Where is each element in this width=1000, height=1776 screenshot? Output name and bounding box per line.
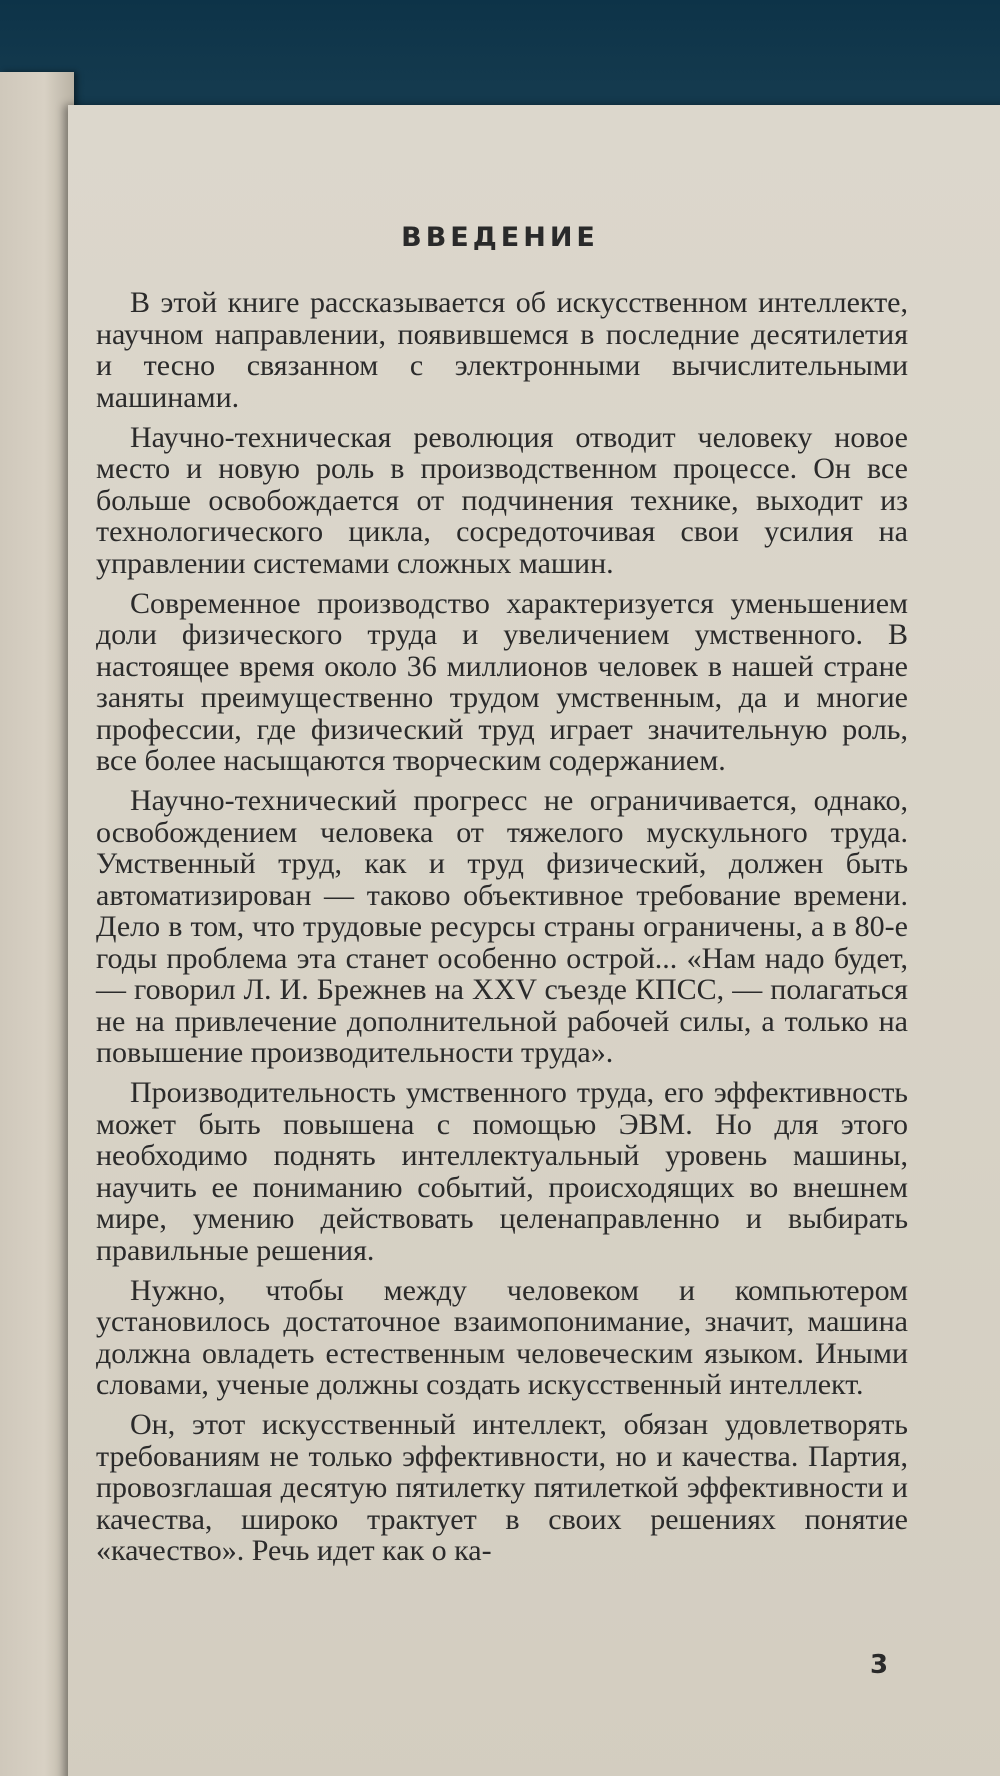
body-text [96, 287, 908, 1575]
paragraph: Научно-технический прогресс не ограничивается, однако, освобождением человека от тяжелого мускульного труда. Умственный труд, как и труд физический, должен быть автоматизирован — таково объективное требование времени. Дело в том, что трудовые ресурсы страны ограничены, а в 80-е годы проблема эта станет особенно острой... «Нам надо будет, — говорил Л. И. Брежнев на XXV съезде КПСС, — полагаться не на привлечение дополнительной рабочей силы, а только на повышение производительности труда». [96, 784, 908, 1069]
page-number: 3 [870, 1650, 889, 1680]
paragraph: Современное производство характеризуется уменьшением доли физического труда и увеличением умственного. В настоящее время около 36 миллионов человек в нашей стране заняты преимущественно трудом умственным, да и многие профессии, где физический труд играет значительную роль, все более насыщаются творческим содержанием. [96, 586, 908, 777]
page-title: ВВЕДЕНИЕ [401, 222, 599, 253]
paragraph: Научно-техническая революция отводит человеку новое место и новую роль в производственном процессе. Он все больше освобождается от подчинения технике, выходит из технологического цикла, сосредоточивая свои усилия на управлении системами сложных машин. [96, 420, 908, 580]
left-page-edge [0, 72, 74, 1776]
paragraph: В этой книге рассказывается об искусственном интеллекте, научном направлении, появившемся в последние десятилетия и тесно связанном с электронными вычислительными машинами. [96, 286, 908, 414]
paragraph: Он, этот искусственный интеллект, обязан удовлетворять требованиям не только эффективности, но и качества. Партия, провозглашая десятую пятилетку пятилеткой эффективности и качества, широко трактует в своих решениях понятие «качество». Речь идет как о ка- [96, 1408, 908, 1567]
paragraph: Производительность умственного труда, его эффективность может быть повышена с помощью ЭВМ. Но для этого необходимо поднять интеллектуальный уровень машины, научить ее пониманию событий, происходящих во внешнем мире, умению действовать целенаправленно и выбирать правильные решения. [96, 1076, 908, 1267]
paragraph: Нужно, чтобы между человеком и компьютером установилось достаточное взаимопонимание, значит, машина должна овладеть естественным человеческим языком. Иными словами, ученые должны создать искусственный интеллект. [96, 1273, 908, 1401]
